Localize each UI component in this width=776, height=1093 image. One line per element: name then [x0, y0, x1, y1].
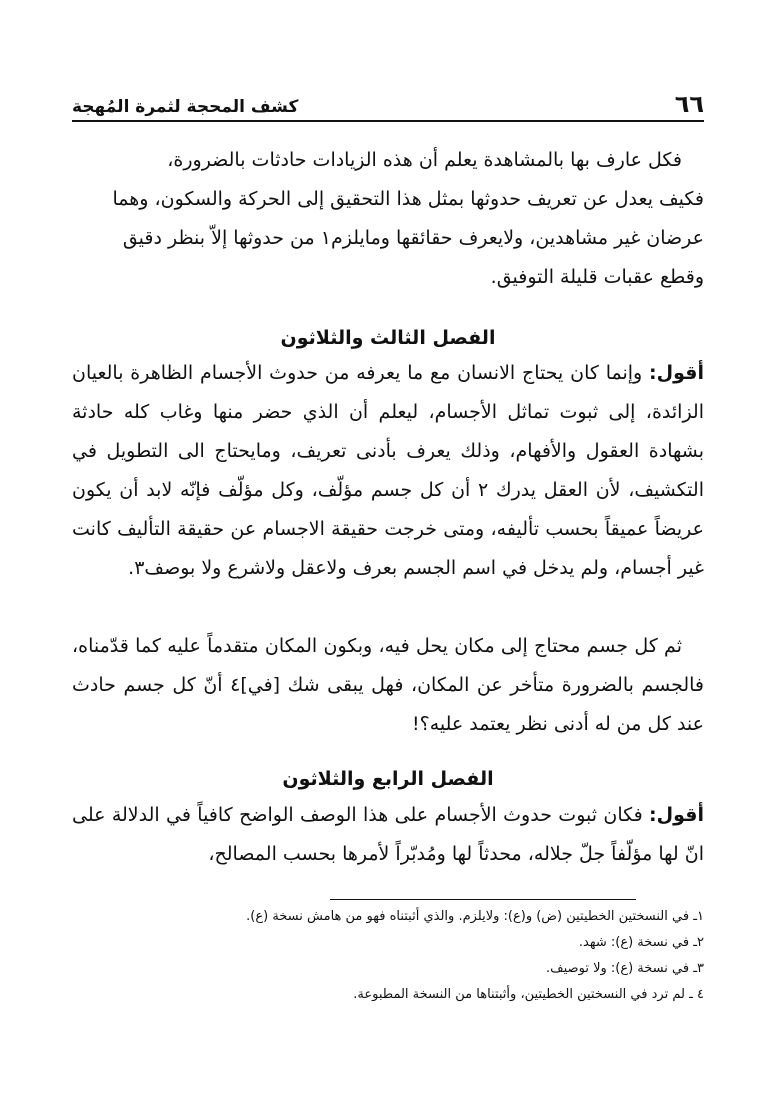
paragraph-line: وقطع عقبات قليلة التوفيق. — [490, 266, 704, 288]
paragraph-3 — [72, 627, 704, 744]
paragraph-line: فكيف يعدل عن تعريف حدوثها بمثل هذا التحقيق إلى الحركة والسكون، وهما — [112, 188, 704, 210]
paragraph-lead: أقول: — [649, 362, 704, 384]
paragraph-4 — [72, 796, 704, 874]
paragraph-text: فكان ثبوت حدوث الأجسام على هذا الوصف الواضح كافياً في الدلالة على انّ لها مؤلّفاً جلّ جلاله، محدثاً لها ومُدبّراً لأمرها بحسب المصالح، — [72, 804, 704, 865]
page-number: ٦٦ — [674, 90, 704, 118]
paragraph-text: وإنما كان يحتاج الانسان مع ما يعرفه من حدوث الأجسام الظاهرة بالعيان الزائدة، إلى ثبوت تماثل الأجسام، ليعلم أن الذي حضر منها وغاب كله حادثة بشهادة العقول والأفهام، وذلك يعرف بأدنى تعريف، ومايحتاج الى التطويل في التكشيف، لأن العقل يدرك ٢ أن كل جسم مؤلّف، وكل مؤلّف فإنّه لابد أن يكون عريضاً عميقاً بحسب تأليفه، ومتى خرجت حقيقة الاجسام عن حقيقة التأليف كانت غير أجسام، ولم يدخل في اسم الجسم بعرف ولاعقل ولاشرع ولا بوصف٣. — [72, 362, 704, 579]
paragraph-lead: أقول: — [649, 804, 704, 826]
section-heading-34: الفصل الرابع والثلاثون — [282, 768, 494, 790]
paragraph-text: ثم كل جسم محتاج إلى مكان يحل فيه، وبكون المكان متقدماً عليه كما قدّمناه، فالجسم بالضرورة متأخر عن المكان، فهل يبقى شك [في]٤ أنّ كل جسم حادث عند كل من له أدنى نظر يعتمد عليه؟! — [72, 635, 704, 735]
footnote-4: ٤ ـ لم ترد في النسختين الخطيتين، وأثبتناها من النسخة المطبوعة. — [353, 987, 704, 1002]
footnote-3: ٣ـ في نسخة (ع): ولا توصيف. — [546, 961, 704, 976]
paragraph-line: فكل عارف بها بالمشاهدة يعلم أن هذه الزيادات حادثات بالضرورة، — [167, 149, 682, 171]
footnote-1: ١ـ في النسختين الخطيتين (ض) و(ع): ولايلزم. والذي أثبتناه فهو من هامش نسخة (ع). — [246, 909, 704, 924]
footnote-2: ٢ـ في نسخة (ع): شهد. — [578, 935, 704, 950]
paragraph-1 — [72, 141, 704, 297]
paragraph-2 — [72, 354, 704, 588]
footnote-divider — [330, 899, 636, 900]
page-header — [72, 82, 704, 122]
running-title: كشف المحجة لثمرة المُهجة — [72, 97, 299, 117]
footnotes — [72, 904, 704, 1008]
paragraph-line: عرضان غير مشاهدين، ولايعرف حقائقها ومايلزم١ من حدوثها إلاّ بنظر دقيق — [122, 227, 704, 249]
section-heading-33: الفصل الثالث والثلاثون — [280, 327, 496, 349]
